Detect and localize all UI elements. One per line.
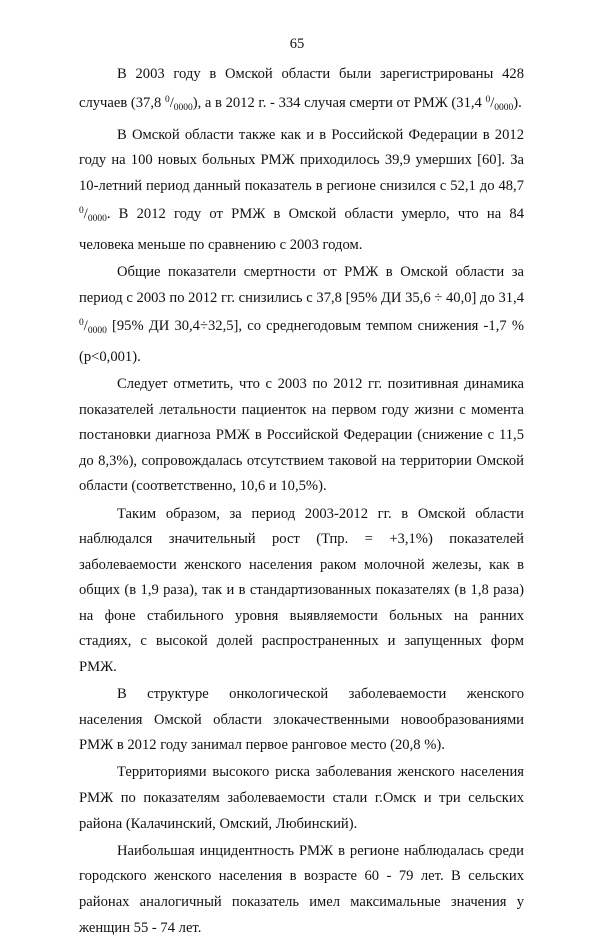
- subscript: 0000: [173, 102, 193, 113]
- text-run: /: [83, 318, 88, 335]
- text-run: /: [490, 94, 495, 111]
- paragraph: [79, 682, 524, 759]
- text-run: Наибольшая инцидентность РМЖ в регионе наблюдалась среди городского женского населения в возрасте 60 - 79 лет. В сельских районах аналогичный показатель имел максимальные значения у женщин 55 - 74 лет.: [79, 842, 524, 936]
- superscript: 0: [164, 94, 170, 105]
- text-run: Общие показатели смертности от РМЖ в Омской области за период с 2003 по 2012 гг. снизились с 37,8 [95% ДИ 35,6 ÷ 40,0] до 31,4: [79, 264, 524, 306]
- superscript: 0: [79, 206, 84, 217]
- text-run: . В 2012 году от РМЖ в Омской области умерло, что на 84 человека меньше по сравнению с 2003 годом.: [79, 206, 524, 254]
- text-run: /: [169, 94, 174, 111]
- superscript: 0: [79, 318, 84, 329]
- page-number: 65: [289, 36, 305, 52]
- text-run: Таким образом, за период 2003-2012 гг. в Омской области наблюдался значительный рост (Тпр. = +3,1%) показателей заболеваемости женского населения раком молочной железы, как в общих (в 1,9 раза), так и в стандартизованных показателях (в 1,8 раза) на фоне стабильного уровня выявляемости больных на ранних стадиях, с высокой долей распространенных и запущенных форм РМЖ.: [79, 505, 524, 676]
- paragraph: [79, 502, 524, 681]
- text-run: В Омской области также как и в Российской Федерации в 2012 году на 100 новых больных РМЖ приходилось 39,9 умерших [60]. За 10-летний период данный показатель в регионе снизился с 52,1 до 48,7: [79, 126, 524, 194]
- paragraph: [79, 839, 524, 941]
- subscript: 0000: [87, 214, 107, 225]
- paragraph: [79, 123, 524, 259]
- text-run: В структуре онкологической заболеваемости женского населения Омской области злокачественными новообразованиями РМЖ в 2012 году занимал первое ранговое место (20,8 %).: [79, 686, 524, 754]
- text-run: ), а в 2012 г. - 334 случая смерти от РМЖ (31,4: [192, 94, 486, 111]
- text-run: /: [83, 206, 88, 223]
- paragraph: [79, 260, 524, 370]
- text-run: В 2003 году в Омской области были зарегистрированы 428 случаев (37,8: [79, 66, 524, 111]
- paragraph: [79, 760, 524, 837]
- text-run: ).: [513, 94, 522, 111]
- subscript: 0000: [494, 102, 514, 113]
- superscript: 0: [485, 94, 491, 105]
- text-run: Следует отметить, что с 2003 по 2012 гг. позитивная динамика показателей летальности пациенток на первом году жизни с момента постановки диагноза РМЖ в Российской Федерации (снижение с 11,5 до 8,3%), сопровождалась отсутствием таковой на территории Омской области (соответственно, 10,6 и 10,5%).: [79, 376, 524, 495]
- text-run: Территориями высокого риска заболевания женского населения РМЖ по показателям заболеваемости стали г.Омск и три сельских района (Калачинский, Омский, Любинский).: [79, 764, 524, 832]
- body-text: [79, 62, 524, 943]
- paragraph: [79, 372, 524, 500]
- text-run: [95% ДИ 30,4÷32,5], со среднегодовым темпом снижения -1,7 % (p<0,001).: [79, 318, 524, 365]
- paragraph: [79, 62, 524, 121]
- subscript: 0000: [87, 326, 107, 337]
